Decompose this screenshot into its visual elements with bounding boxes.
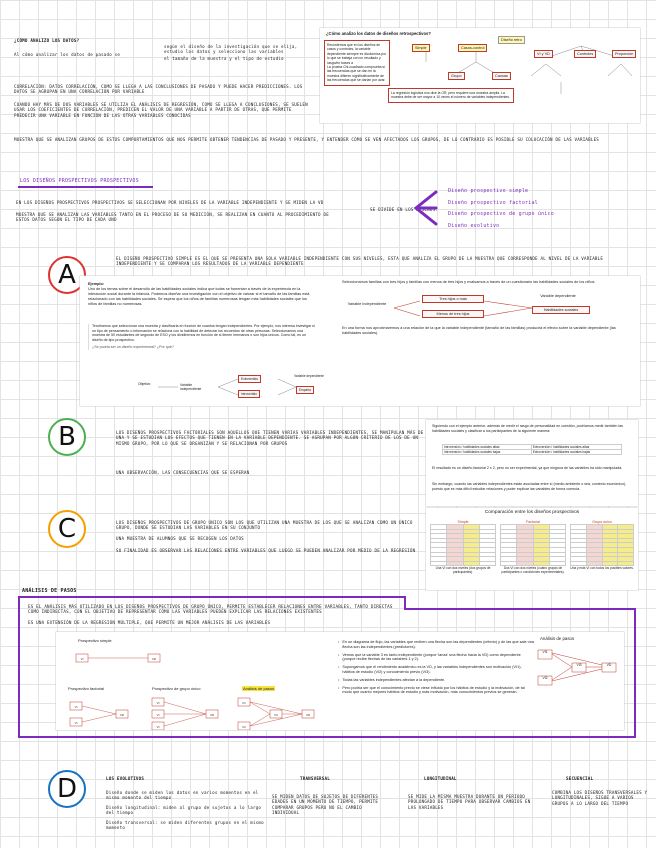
sequential-header: SECUENCIAL — [566, 776, 594, 781]
analysis-rule-bottom — [18, 736, 636, 738]
example-text-2: Tendríamos que seleccionar una muestra y clasificarla en función de cuantos tengan independientes. Por ejemplo, nos interesa investigar si un tipo de pensamiento o información se relaciona con la habilidad de detectar los recuerdos de otras personas. Seleccionamos una muestra de 50 estudiantes de segundo de ESO y los dividiremos en función de si tienen hermanos o son hijos únicos. Como tal, es un diseño de tipo prospectivo. — [92, 324, 315, 343]
table-cell — [501, 561, 517, 566]
list-item: • Vemos que la variable 3 es tanto independiente (porque 'lanza' una flecha hacia la VD) como dependiente (porque recibe flechas de las variables 1 y 2). — [338, 653, 534, 663]
section-a-card — [80, 276, 640, 406]
bracket-arrow-icon — [410, 188, 440, 228]
section-b-card — [426, 420, 638, 506]
analysis-text-2: ES UNA EXTENSIÓN DE LA REGRESIÓN MÚLTIPLE, QUE PERMITE UN MEJOR ANÁLISIS DE LAS VARIABLES — [28, 620, 271, 625]
list-item: • En un diagrama de flujo, las variables que reciben una flecha son las dependientes (criterio) y de las que sale una flecha son las independientes (predictores). — [338, 640, 534, 650]
example-label: Ejemplo: — [88, 282, 105, 286]
table-cell — [602, 561, 618, 566]
node-vi3: VI3 — [576, 663, 582, 667]
section-b-letter: B — [58, 422, 76, 452]
table-row — [571, 561, 634, 566]
retrospective-card — [320, 28, 640, 123]
mini-flow-diagram — [120, 370, 320, 404]
retro-card-body: Recordemos que en los diseños de casos y controles, la variable dependiente siempre es dicotómica por lo que se trabaja con un resultado y rasgo/en bases a La prueba Chi-cuadrado comprueba si las frecuencias que se dan en la muestra difieren significativamente de las frecuencias que se darían por azar. — [324, 40, 390, 86]
analysis-bullets — [338, 640, 534, 698]
table-cell — [571, 561, 587, 566]
table-cell — [618, 561, 634, 566]
example-question: ¿Se podría ser un diseño experimental? ¿Por qué? — [92, 344, 174, 349]
table-factorial-grid — [500, 524, 566, 566]
table-simple-caption: Una VI con dos niveles (dos grupos de participantes). — [435, 566, 491, 575]
flow-result: Habilidades sociales — [532, 306, 590, 314]
svg-text:VD: VD — [119, 713, 125, 717]
prospective-type-list — [448, 186, 554, 232]
diagram-paths-title: Análisis de pasos — [243, 686, 275, 691]
table-simple-title: Simple — [457, 520, 469, 524]
table-cell — [517, 561, 533, 566]
table-cell: Extroversión / habilidades sociales bajas — [531, 450, 621, 455]
factorial-intro: Siguiendo con el ejemplo anterior, además de medir el rasgo de personalidad en cuestión, podríamos medir también las habilidades sociales y clasificar a los participantes de la siguiente manera: — [432, 424, 623, 433]
diagram-simple-title: Prospectivo simple — [78, 638, 112, 643]
diagram-single-title: Prospectivo de grupo único — [152, 686, 201, 691]
mini-introvert: Introvertido — [238, 390, 260, 398]
table-single-grid — [570, 524, 634, 566]
table-single-caption: Una y más VI con todos los posibles valores. — [570, 566, 634, 571]
flow-option-three: Tres hijos o más — [422, 295, 484, 303]
regression-text: CUANDO HAY MÁS DE DOS VARIABLES SE UTILIZA EL ANÁLISIS DE REGRESIÓN, COMO SE LLEGA A CONCLUSIONES, SE SUELEN USAR LOS COEFICIENTES DE CORRELACIÓN, PREDICEN EL VALOR DE UNA VARIABLE A PARTIR DE OTRAS, QUE PERMITE PREDECIR UNA VARIABLE EN FUNCIÓN DE LAS OTRAS VARIABLES CONOCIDAS — [14, 102, 308, 118]
section-c-card — [426, 508, 638, 590]
section-d-circle — [48, 770, 86, 808]
longitudinal-header: LONGITUDINAL — [424, 776, 457, 781]
svg-text:VD: VD — [305, 713, 311, 717]
factorial-note: Sin embargo, cuando las variables independientes están asociadas entre sí (medio ambiente o sea, contexto económico), puesto que es más difícil estudiar relaciones y poder explicar las variables de forma correcta. — [432, 482, 627, 491]
table-factorial-caption: Dos VI con dos niveles (cuatro grupos de participantes o condiciones experimentales). — [501, 566, 565, 575]
node-vd: VD — [606, 663, 612, 667]
table-factorial-title: Factorial — [526, 520, 540, 524]
retro-root: Diseño retro — [498, 36, 525, 44]
type-single-group: Diseño prospectivo de grupo único — [448, 211, 554, 217]
type-simple: Diseño prospectivo simple — [448, 188, 529, 194]
question-heading: ¿CÓMO ANALIZO LOS DATOS? — [14, 38, 80, 43]
section-c-circle — [48, 510, 86, 548]
list-item: Diseño transversal: se miden diferentes grupos en el mismo momento — [106, 819, 264, 831]
section-c-text: LOS DISEÑOS PROSPECTIVOS DE GRUPO ÚNICO SON LOS QUE UTILIZAN UNA MUESTRA DE LOS QUE SE ANALIZAN COMO UN ÚNICO GRUPO, DONDE SE ESTUDIAN LAS VARIABLES EN SU CONJUNTO — [116, 520, 413, 531]
svg-text:VI: VI — [156, 701, 160, 705]
list-item: Diseño longitudinal: miden al grupo de sujetos a lo largo del tiempo — [106, 804, 262, 816]
table-cell: Extroversión / habilidades sociales altas — [531, 445, 621, 450]
table-cell — [463, 561, 479, 566]
mini-extrovert: Extrovertido — [238, 375, 261, 383]
svg-text:V1: V1 — [242, 701, 246, 705]
flow-option-less: Menos de tres hijos — [422, 310, 484, 318]
table-cell: Introversión / habilidades sociales altas — [443, 445, 532, 450]
section-a-letter: A — [58, 260, 76, 290]
retro-node-group: Grupo — [448, 72, 465, 80]
evolutive-header: LOS EVOLUTIVOS — [106, 776, 145, 781]
divides-label: SE DIVIDE EN LOS DISEÑOS: — [370, 207, 439, 212]
svg-text:VI: VI — [74, 721, 78, 725]
svg-text:VD: VD — [151, 657, 157, 661]
type-factorial: Diseño prospectivo factorial — [448, 199, 538, 206]
path-diagrams — [56, 632, 326, 730]
section-b-circle — [48, 418, 86, 456]
table-single — [570, 520, 634, 570]
mini-vi: Variable independiente — [180, 383, 202, 391]
svg-text:V3: V3 — [274, 713, 278, 717]
retro-node-vi-vd: VI y VD — [534, 50, 553, 58]
prospective-title: LOS DISEÑOS PROSPECTIVOS PROSPECTIVOS — [20, 178, 139, 184]
title-underline — [18, 186, 153, 188]
analysis-text: ES EL ANÁLISIS MÁS UTILIZADO EN LOS DISEÑOS PROSPECTIVOS DE GRUPO ÚNICO, PERMITE ESTABLECER RELACIONES ENTRE VARIABLES, TANTO DIRECTAS COMO INDIRECTAS, CON EL OBJETIVO DE REPRESENTAR CÓMO LAS VARIABLES PUEDEN EXPLICAR LAS RELACIONES EXISTENTES — [28, 604, 393, 615]
path-main-title: Análisis de pasos — [540, 636, 575, 641]
table-row — [501, 561, 566, 566]
node-vi1: VI1 — [542, 650, 548, 654]
retro-node-proportion: Proporción — [612, 50, 636, 58]
transversal-header: TRANSVERSAL — [300, 776, 330, 781]
table-row — [431, 561, 496, 566]
section-d-letter: D — [56, 774, 78, 804]
node-vi2: VI2 — [542, 676, 548, 680]
svg-text:VI: VI — [156, 713, 160, 717]
example-block — [88, 282, 312, 307]
section-b-text: LOS DISEÑOS PROSPECTIVOS FACTORIALES SON AQUELLOS QUE TIENEN VARIAS VARIABLES INDEPENDIENTES, SE MANIPULAN MÁS DE UNA Y SE ESTUDIAN LOS EFECTOS QUE TIENEN EN LA VARIABLE DEPENDIENTE. SE AGRUPAN POR ALGÚN CRITERIO DE LOS DE UN MISMO GRUPO, POR LO QUE SE ORGANIZAN Y SE RELACIONAN POR GRUPOS — [116, 430, 424, 446]
table-factorial — [500, 520, 566, 574]
example-block-2 — [88, 324, 316, 350]
retro-node-controls: Controles — [574, 50, 596, 58]
table-single-title: Grupo único — [592, 520, 612, 524]
list-item: Diseño donde se miden los datos en varios momentos en el mismo momento del tiempo — [106, 790, 259, 801]
analysis-title: ANÁLISIS DE PASOS — [22, 588, 77, 594]
mini-empathy: Empatía — [296, 386, 314, 394]
groups-text: MUESTRA QUE SE ANALIZAN GRUPOS DE ESTOS COMPORTAMIENTOS QUE NOS PERMITE OBTENER TENDENCIAS DE PASADO Y PRESENTE, Y ENTENDER CÓMO SE VEN AFECTADOS LOS GRUPOS, DE LO CONTRARIO ES POSIBLE SU COLOCACIÓN DE LAS VARIABLES — [14, 137, 600, 142]
table-simple-grid — [430, 524, 496, 566]
svg-text:V2: V2 — [242, 725, 246, 729]
table-cell — [431, 561, 447, 566]
list-item: • Pero podría ser que el conocimiento previo se viese influido por los hábitos de estudio y la motivación, de tal modo que cuanto mejores hábitos de estudio y más motivación, más conocimientos previos se generan. — [338, 686, 534, 696]
correlation-text: CORRELACIÓN: DATOS CORRELACIÓN, COMO SE LLEGA A LAS CONCLUSIONES DE PASADO Y PUEDE HACER PREDICCIONES. LOS DATOS SE AGRUPAN EN UNA CORRELACIÓN POR VARIABLE — [14, 84, 303, 95]
evolutive-col — [106, 790, 266, 830]
retro-chi-note: La regresión logística nos dice la OR, pero requiere una muestra amplia. La muestra debe de ser mayor a 10 veces el número de variables independientes. — [388, 88, 514, 103]
flow-vi-label: Variable independiente — [347, 302, 387, 306]
longitudinal-text: SE MIDE LA MISMA MUESTRA DURANTE UN PERIODO PROLONGADO DE TIEMPO PARA OBSERVAR CAMBIOS EN LAS VARIABLES — [408, 794, 531, 810]
sequential-text: COMBINA LOS DISEÑOS TRANSVERSALES Y LONGITUDINALES, SIGUE A VARIOS GRUPOS A LO LARGO DEL TIEMPO — [552, 790, 648, 806]
flow-vd-label: Variable dependiente — [540, 294, 576, 298]
prospective-text: EN LOS DISEÑOS PROSPECTIVOS PROSPECTIVOS SE SELECCIONAN POR NIVELES DE LA VARIABLE INDEPENDIENTE Y SE MIDEN LA VD — [16, 200, 324, 205]
svg-text:VD: VD — [209, 713, 215, 717]
analysis-rule-left — [18, 596, 20, 738]
retro-card-title: ¿Cómo analizo los datos de diseños retrospectivos? — [326, 31, 431, 36]
analysis-rule-mid — [404, 608, 636, 610]
list-item: • Supongamos que el rendimiento académico es la VD, y las variables independientes son motivación (VI1), hábitos de estudio (VI2) y conocimiento previo (VI3). — [338, 665, 534, 675]
factorial-table — [442, 444, 622, 455]
diagram-factorial-title: Prospectivo factorial — [68, 686, 105, 691]
analysis-note-right-2: el tamaño de la muestra y el tipo de estudio — [164, 56, 284, 61]
table-cell — [549, 561, 565, 566]
analysis-card — [56, 632, 624, 730]
analysis-note-right: según el diseño de la investigación que se elija, estudio los datos y selecciono las variables — [164, 44, 298, 55]
retro-node-causes: Causas — [492, 72, 511, 80]
table-cell — [479, 561, 495, 566]
section-c-text-2: UNA MUESTRA DE ALUMNOS QUE SE RECOGEN LOS DATOS — [116, 536, 244, 541]
analysis-top-rule — [18, 596, 406, 598]
svg-text:VI: VI — [74, 705, 78, 709]
prospective-text-2: MUESTRA QUE SE ANALIZAN LAS VARIABLES TANTO EN EL PROCESO DE SU MEDICIÓN, SE REALIZAN EN CUANTO AL PROCEDIMIENTO DE ESTOS DATOS SEGÚN EL TIPO DE CADA UNO — [16, 212, 329, 223]
svg-text:VI: VI — [80, 657, 84, 661]
transversal-text: SE MIDEN DATOS DE SUJETOS DE DIFERENTES EDADES EN UN MOMENTO DE TIEMPO, PERMITE COMPARAR GRUPOS PERO NO EL CAMBIO INDIVIDUAL — [272, 794, 379, 816]
flow-intro: Seleccionamos familias con tres hijos y familias con menos de tres hijos y evaluamos a través de un cuestionario las habilidades sociales de los niños. — [342, 280, 596, 284]
table-cell — [586, 561, 602, 566]
mini-vd: Variable dependiente — [294, 374, 324, 378]
factorial-result: El resultado es un diseño factorial 2 x 2, pero no ser experimental, ya que ninguna de las variables ha sido manipulada. — [432, 466, 623, 470]
section-b-text-2: UNA OBSERVACIÓN, LAS CONSECUENCIAS QUE SE ESPERAN — [116, 470, 250, 475]
table-cell — [533, 561, 549, 566]
table-cell — [447, 561, 463, 566]
analysis-rule-right — [634, 608, 636, 738]
table-cell: Introversión / habilidades sociales bajas — [443, 450, 532, 455]
section-c-letter: C — [57, 514, 77, 544]
svg-text:VI: VI — [156, 725, 160, 729]
analysis-note: Al cómo analizar los datos de pasado se — [14, 52, 121, 57]
example-text: Uno de los temas sobre el desarrollo de las habilidades sociales indica que todas se fomentan a través de la experiencia en la interacción social durante la infancia. Podemos diseñar una investigación con el objetivo de valorar si el tamaño de las familias está relacionado con las habilidades sociales. Se espera que los niños de familias numerosas tengan más habilidades sociales que los niños de familias no numerosas. — [88, 286, 310, 306]
table-row — [443, 450, 622, 455]
section-c-text-3: SU FINALIDAD ES OBSERVAR LAS RELACIONES ENTRE VARIABLES QUE LUEGO SE PUEDEN ANALIZAR POR MEDIO DE LA REGRESIÓN — [116, 548, 416, 553]
mini-objective: Objetivo — [138, 382, 151, 386]
type-evolutive: Diseño evolutivo — [448, 222, 500, 229]
table-simple — [430, 520, 496, 574]
list-item: • Todas las variables independientes afectan a la dependiente. — [338, 678, 534, 683]
retro-node-cases: Casos-control — [458, 44, 487, 52]
flow-note: En una forma nos aproximaremos a una relación de la que la variable independiente (tamaño de las familias) producirá el efecto sobre la variable dependiente (las habilidades sociales). — [342, 326, 616, 335]
comparison-title: Comparación entre los diseños prospectivos — [484, 510, 580, 515]
section-a-text: EL DISEÑO PROSPECTIVO SIMPLE ES EL QUE SE PRESENTA UNA SOLA VARIABLE INDEPENDIENTE CON SUS NIVELES, ESTA QUE ANALIZA EL GRUPO DE LA MUESTRA QUE CORRESPONDE AL NIVEL DE LA VARIABLE INDEPENDIENTE Y SE COMPARAN LOS RESULTADOS DE LA VARIABLE DEPENDIENTE — [116, 256, 604, 267]
retro-node-simple: Simple — [412, 44, 430, 52]
